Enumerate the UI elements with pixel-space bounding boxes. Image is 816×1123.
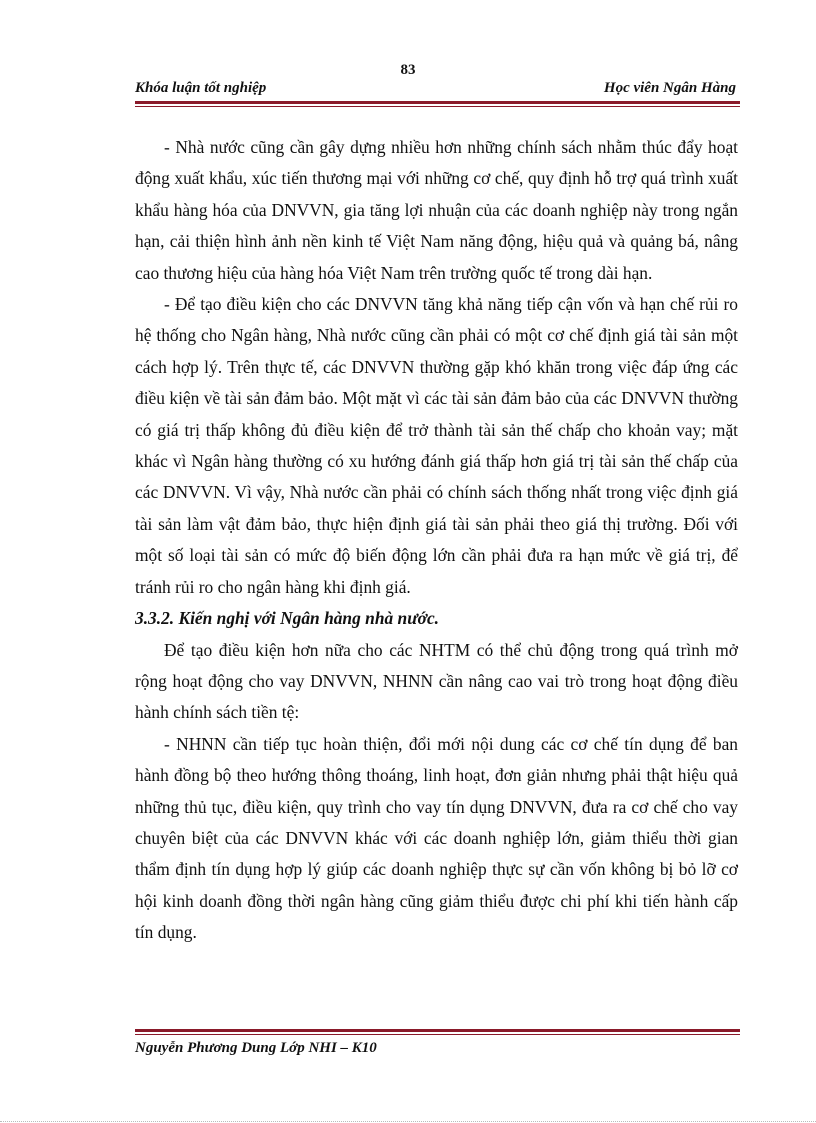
page-edge-dotted-line <box>0 1121 816 1122</box>
paragraph-export-policy: - Nhà nước cũng cần gây dựng nhiều hơn những chính sách nhằm thúc đẩy hoạt động xuất khẩu, xúc tiến thương mại với những cơ chế, quy định hỗ trợ quá trình xuất khẩu hàng hóa của DNVVN, gia tăng lợi nhuận của các doanh nghiệp này trong ngắn hạn, cải thiện hình ảnh nền kinh tế Việt Nam năng động, hiệu quả và quảng bá, nâng cao thương hiệu của hàng hóa Việt Nam trên trường quốc tế trong dài hạn. <box>135 137 738 283</box>
paragraph-credit-mechanism: - NHNN cần tiếp tục hoàn thiện, đổi mới nội dung các cơ chế tín dụng để ban hành đồng bộ theo hướng thông thoáng, linh hoạt, đơn giản nhưng phải thật hiệu quả những thủ tục, điều kiện, quy trình cho vay tín dụng DNVVN, đưa ra cơ chế cho vay chuyên biệt của các DNVVN khác với các doanh nghiệp lớn, giảm thiểu thời gian thẩm định tín dụng hợp lý giúp các doanh nghiệp thực sự cần vốn không bị bỏ lỡ cơ hội kinh doanh đồng thời ngân hàng cũng giảm thiểu được chi phí khi tiến hành cấp tín dụng. <box>135 733 738 943</box>
document-body <box>135 132 738 949</box>
page-footer: Nguyễn Phương Dung Lớp NHI – K10 <box>135 1040 377 1056</box>
paragraph-asset-valuation: - Để tạo điều kiện cho các DNVVN tăng khả năng tiếp cận vốn và hạn chế rủi ro hệ thống cho Ngân hàng, Nhà nước cũng cần phải có một cơ chế định giá tài sản một cách hợp lý. Trên thực tế, các DNVVN thường gặp khó khăn trong việc đáp ứng các điều kiện về tài sản đảm bảo. Một mặt vì các tài sản đảm bảo của các DNVVN thường có giá trị thấp không đủ điều kiện để trở thành tài sản thế chấp cho khoản vay; mặt khác vì Ngân hàng thường có xu hướng đánh giá thấp hơn giá trị tài sản thế chấp của các DNVVN. Vì vậy, Nhà nước cần phải có chính sách thống nhất trong việc định giá tài sản làm vật đảm bảo, thực hiện định giá tài sản phải theo giá thị trường. Đối với một số loại tài sản có mức độ biến động lớn cần phải đưa ra hạn mức về giá trị, để tránh rủi ro cho ngân hàng khi định giá. <box>135 294 738 597</box>
section-heading: 3.3.2. Kiến nghị với Ngân hàng nhà nước. <box>135 608 440 629</box>
page-number: 83 <box>400 62 416 78</box>
header-divider <box>135 101 740 107</box>
footer-divider <box>135 1029 740 1035</box>
paragraph-section-intro: Để tạo điều kiện hơn nữa cho các NHTM có thể chủ động trong quá trình mở rộng hoạt động cho vay DNVVN, NHNN cần nâng cao vai trò trong hoạt động điều hành chính sách tiền tệ: <box>135 639 738 723</box>
header-institution: Học viên Ngân Hàng <box>603 80 736 96</box>
header-thesis-title: Khóa luận tốt nghiệp <box>135 80 267 96</box>
page-header <box>135 80 740 100</box>
